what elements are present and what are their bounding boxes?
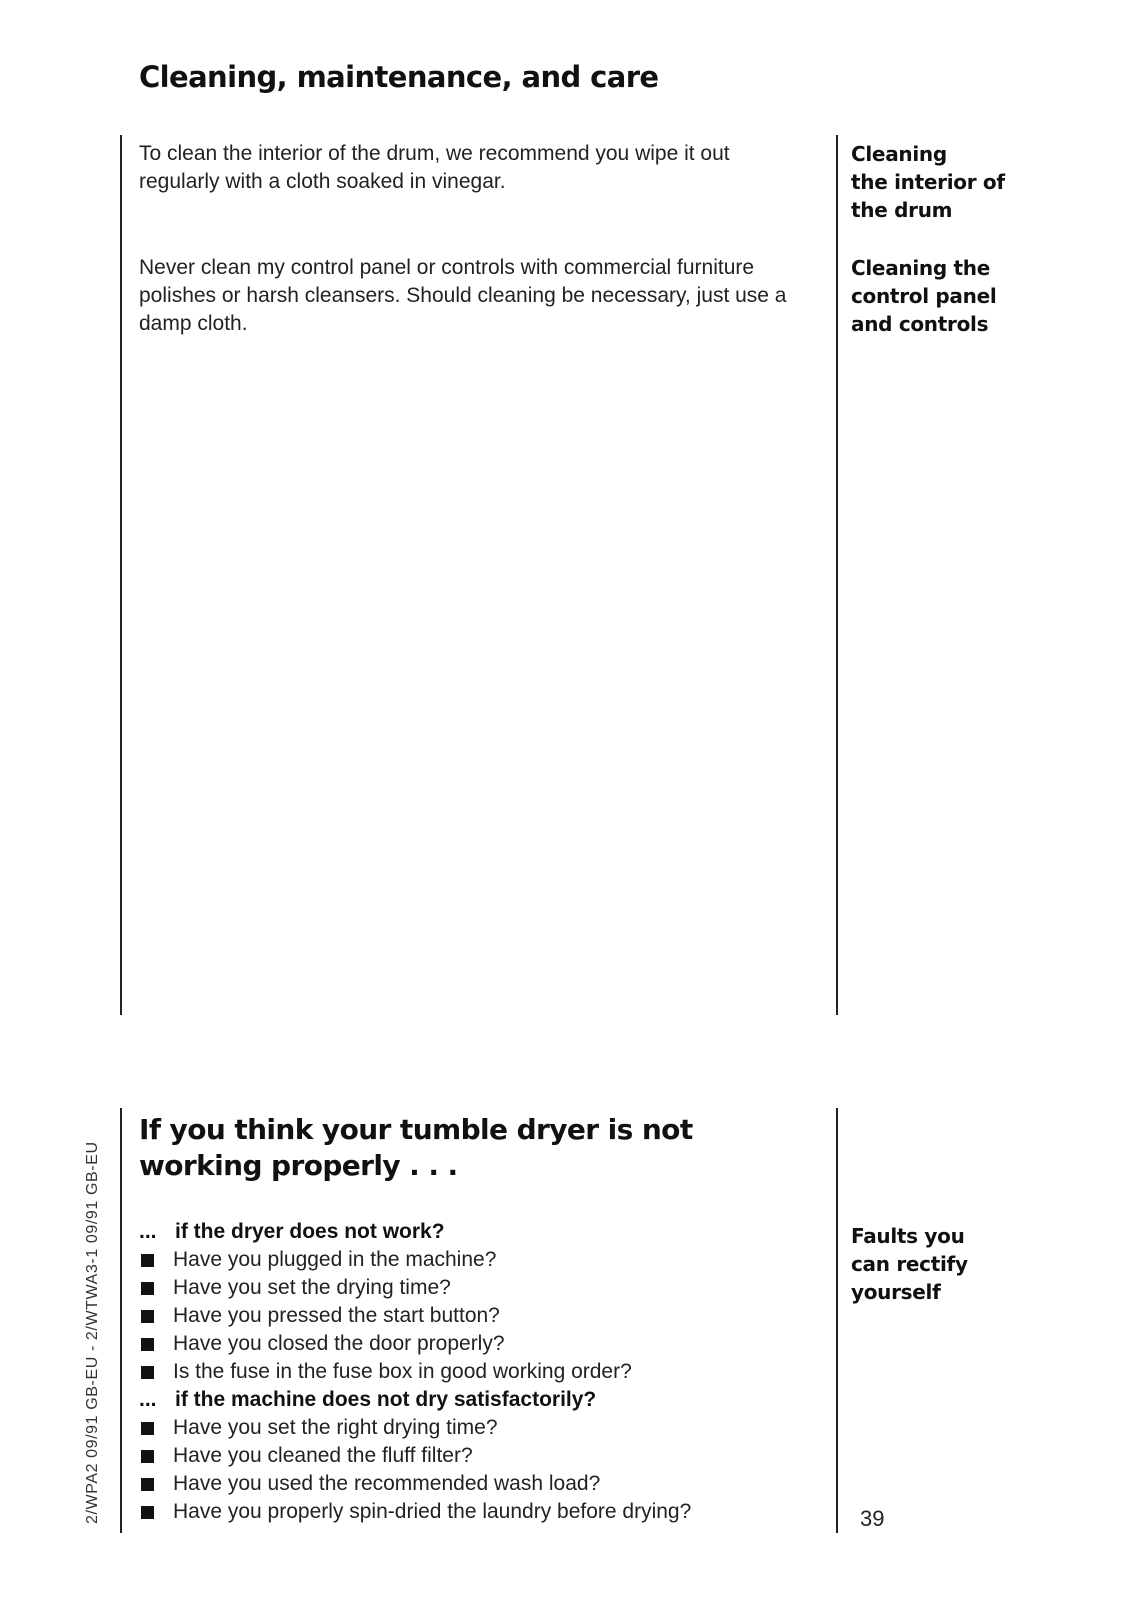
group-heading-text: if the machine does not dry satisfactorily? bbox=[175, 1388, 597, 1411]
panel-label-line: Cleaning the bbox=[851, 256, 990, 280]
checklist-item-text: Have you properly spin-dried the laundry before drying? bbox=[173, 1500, 692, 1523]
drum-label-line: Cleaning bbox=[851, 142, 947, 166]
square-bullet-icon bbox=[141, 1450, 154, 1463]
panel-cleaning-text: Never clean my control panel or controls with commercial furniture polishes or harsh cleansers. Should cleaning be necessary, just use a damp cloth. bbox=[139, 256, 787, 335]
panel-label-line: control panel bbox=[851, 284, 997, 308]
checklist-group-heading bbox=[139, 1386, 819, 1414]
left-rule-bottom bbox=[120, 1108, 122, 1533]
faults-section-title bbox=[139, 1112, 779, 1184]
faults-side-label bbox=[851, 1222, 1051, 1306]
faults-label-line: Faults you bbox=[851, 1224, 965, 1248]
right-rule-bottom bbox=[836, 1108, 838, 1533]
square-bullet-icon bbox=[141, 1282, 154, 1295]
ellipsis-marker: ... bbox=[139, 1220, 157, 1243]
checklist-item-text: Have you cleaned the fluff filter? bbox=[173, 1444, 473, 1467]
checklist-item bbox=[139, 1274, 819, 1302]
checklist-item bbox=[139, 1470, 819, 1498]
fault-checklist bbox=[139, 1218, 819, 1526]
checklist-item bbox=[139, 1442, 819, 1470]
checklist-item bbox=[139, 1358, 819, 1386]
square-bullet-icon bbox=[141, 1254, 154, 1267]
checklist-item bbox=[139, 1498, 819, 1526]
faults-label-line: yourself bbox=[851, 1280, 941, 1304]
square-bullet-icon bbox=[141, 1338, 154, 1351]
checklist-item bbox=[139, 1246, 819, 1274]
panel-cleaning-label bbox=[851, 254, 1051, 338]
square-bullet-icon bbox=[141, 1506, 154, 1519]
ellipsis-marker: ... bbox=[139, 1388, 157, 1411]
document-code: 2/WPA2 09/91 GB-EU - 2/WTWA3-1 09/91 GB-EU bbox=[84, 1141, 101, 1524]
square-bullet-icon bbox=[141, 1366, 154, 1379]
drum-cleaning-label bbox=[851, 140, 1051, 224]
checklist-item-text: Is the fuse in the fuse box in good working order? bbox=[173, 1360, 632, 1383]
faults-title-line: If you think your tumble dryer is not bbox=[139, 1113, 693, 1146]
drum-label-line: the drum bbox=[851, 198, 953, 222]
checklist-item-text: Have you set the drying time? bbox=[173, 1276, 451, 1299]
right-rule-top bbox=[836, 135, 838, 1015]
checklist-item-text: Have you closed the door properly? bbox=[173, 1332, 505, 1355]
panel-label-line: and controls bbox=[851, 312, 989, 336]
group-heading-text: if the dryer does not work? bbox=[175, 1220, 445, 1243]
drum-cleaning-text: To clean the interior of the drum, we recommend you wipe it out regularly with a cloth soaked in vinegar. bbox=[139, 142, 730, 193]
left-rule-top bbox=[120, 135, 122, 1015]
checklist-item-text: Have you used the recommended wash load? bbox=[173, 1472, 601, 1495]
checklist-item bbox=[139, 1414, 819, 1442]
drum-label-line: the interior of bbox=[851, 170, 1005, 194]
checklist-item bbox=[139, 1330, 819, 1358]
faults-title-line: working properly . . . bbox=[139, 1149, 458, 1182]
page-number: 39 bbox=[860, 1506, 885, 1531]
checklist-item-text: Have you set the right drying time? bbox=[173, 1416, 498, 1439]
checklist-item-text: Have you pressed the start button? bbox=[173, 1304, 500, 1327]
checklist-group-heading bbox=[139, 1218, 819, 1246]
faults-label-line: can rectify bbox=[851, 1252, 968, 1276]
page-title: Cleaning, maintenance, and care bbox=[139, 60, 659, 94]
checklist-item bbox=[139, 1302, 819, 1330]
square-bullet-icon bbox=[141, 1310, 154, 1323]
square-bullet-icon bbox=[141, 1478, 154, 1491]
checklist-item-text: Have you plugged in the machine? bbox=[173, 1248, 497, 1271]
square-bullet-icon bbox=[141, 1422, 154, 1435]
